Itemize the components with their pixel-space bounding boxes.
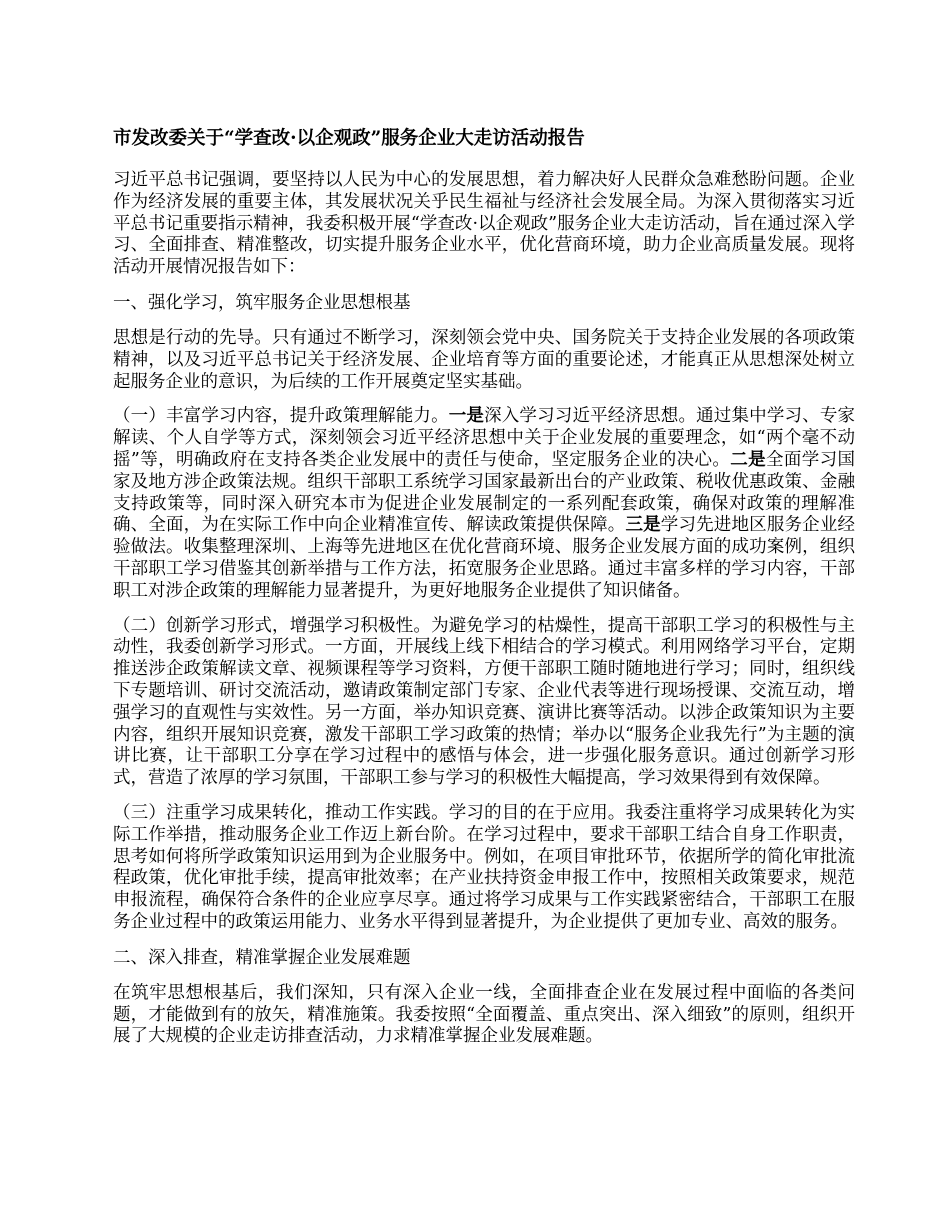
paragraph [113, 170, 855, 279]
section-heading [113, 947, 855, 969]
paragraph [113, 983, 855, 1048]
document-body [113, 127, 855, 1048]
section-heading [113, 292, 855, 314]
text-run: 在筑牢思想根基后，我们深知，只有深入企业一线，全面排查企业在发展过程中面临的各类问题，才能做到有的放矢，精准施策。我委按照“全面覆盖、重点突出、深入细致”的原则，组织开展了大规模的企业走访排查活动，力求精准掌握企业发展难题。 [113, 982, 855, 1047]
text-run: 学习先进地区服务企业经验做法。收集整理深圳、上海等先进地区在优化营商环境、服务企业发展方面的成功案例，组织干部职工学习借鉴其创新举措与工作方法，拓宽服务企业思路。通过丰富多样的学习内容，干部职工对涉企政策的理解能力显著提升，为更好地服务企业提供了知识储备。 [113, 515, 856, 601]
text-run: 习近平总书记强调，要坚持以人民为中心的发展思想，着力解决好人民群众急难愁盼问题。企业作为经济发展的重要主体，其发展状况关乎民生福祉与经济社会发展全局。为深入贯彻落实习近平总书记重要指示精神，我委积极开展“学查改·以企观政”服务企业大走访活动，旨在通过深入学习、全面排查、精准整改，切实提升服务企业水平，优化营商环境，助力企业高质量发展。现将活动开展情况报告如下： [113, 170, 855, 278]
bold-text-run: 二是 [730, 449, 766, 470]
text-run: 思想是行动的先导。只有通过不断学习，深刻领会党中央、国务院关于支持企业发展的各项政策精神，以及习近平总书记关于经济发展、企业培育等方面的重要论述，才能真正从思想深处树立起服务企业的意识，为后续的工作开展奠定坚实基础。 [113, 327, 855, 392]
text-run: 深入学习习近平经济思想。通过集中学习、专家解读、个人自学等方式，深刻领会习近平经济思想中关于企业发展的重要理念，如“两个毫不动摇”等，明确政府在支持各类企业发展中的责任与使命，坚定服务企业的决心。 [113, 406, 856, 470]
paragraph [113, 803, 855, 934]
text-run: （三）注重学习成果转化，推动工作实践。学习的目的在于应用。我委注重将学习成果转化为实际工作举措，推动服务企业工作迈上新台阶。在学习过程中，要求干部职工结合自身工作职责，思考如何将所学政策知识运用到为企业服务中。例如，在项目审批环节，依据所学的简化审批流程政策，优化审批手续，提高审批效率；在产业扶持资金申报工作中，按照相关政策要求，规范申报流程，确保符合条件的企业应享尽享。通过将学习成果与工作实践紧密结合，干部职工在服务企业过程中的政策运用能力、业务水平得到显著提升，为企业提供了更加专业、高效的服务。 [113, 802, 855, 932]
text-run: 一、强化学习，筑牢服务企业思想根基 [113, 292, 411, 313]
bold-text-run: 市发改委关于“学查改·以企观政”服务企业大走访活动报告 [113, 128, 585, 149]
text-run: 二、深入排查，精准掌握企业发展难题 [113, 947, 411, 968]
text-run: （一）丰富学习内容，提升政策理解能力。 [113, 406, 449, 427]
paragraph [113, 616, 855, 790]
text-run: 全面学习国家及地方涉企政策法规。组织干部职工系统学习国家最新出台的产业政策、税收优惠政策、金融支持政策等，同时深入研究本市为促进企业发展制定的一系列配套政策，确保对政策的理解准确、全面，为在实际工作中向企业精准宣传、解读政策提供保障。 [113, 449, 856, 536]
text-run: （二）创新学习形式，增强学习积极性。为避免学习的枯燥性，提高干部职工学习的积极性与主动性，我委创新学习形式。一方面，开展线上线下相结合的学习模式。利用网络学习平台，定期推送涉企政策解读文章、视频课程等学习资料，方便干部职工随时随地进行学习；同时，组织线下专题培训、研讨交流活动，邀请政策制定部门专家、企业代表等进行现场授课、交流互动，增强学习的直观性与实效性。另一方面，举办知识竞赛、演讲比赛等活动。以涉企政策知识为主要内容，组织开展知识竞赛，激发干部职工学习政策的热情；举办以“服务企业我先行”为主题的演讲比赛，让干部职工分享在学习过程中的感悟与体会，进一步强化服务意识。通过创新学习形式，营造了浓厚的学习氛围，干部职工参与学习的积极性大幅提高，学习效果得到有效保障。 [113, 615, 855, 789]
paragraph [113, 406, 855, 602]
bold-text-run: 一是 [448, 406, 485, 427]
document-title [113, 127, 855, 151]
bold-text-run: 三是 [625, 515, 661, 536]
paragraph [113, 328, 855, 393]
